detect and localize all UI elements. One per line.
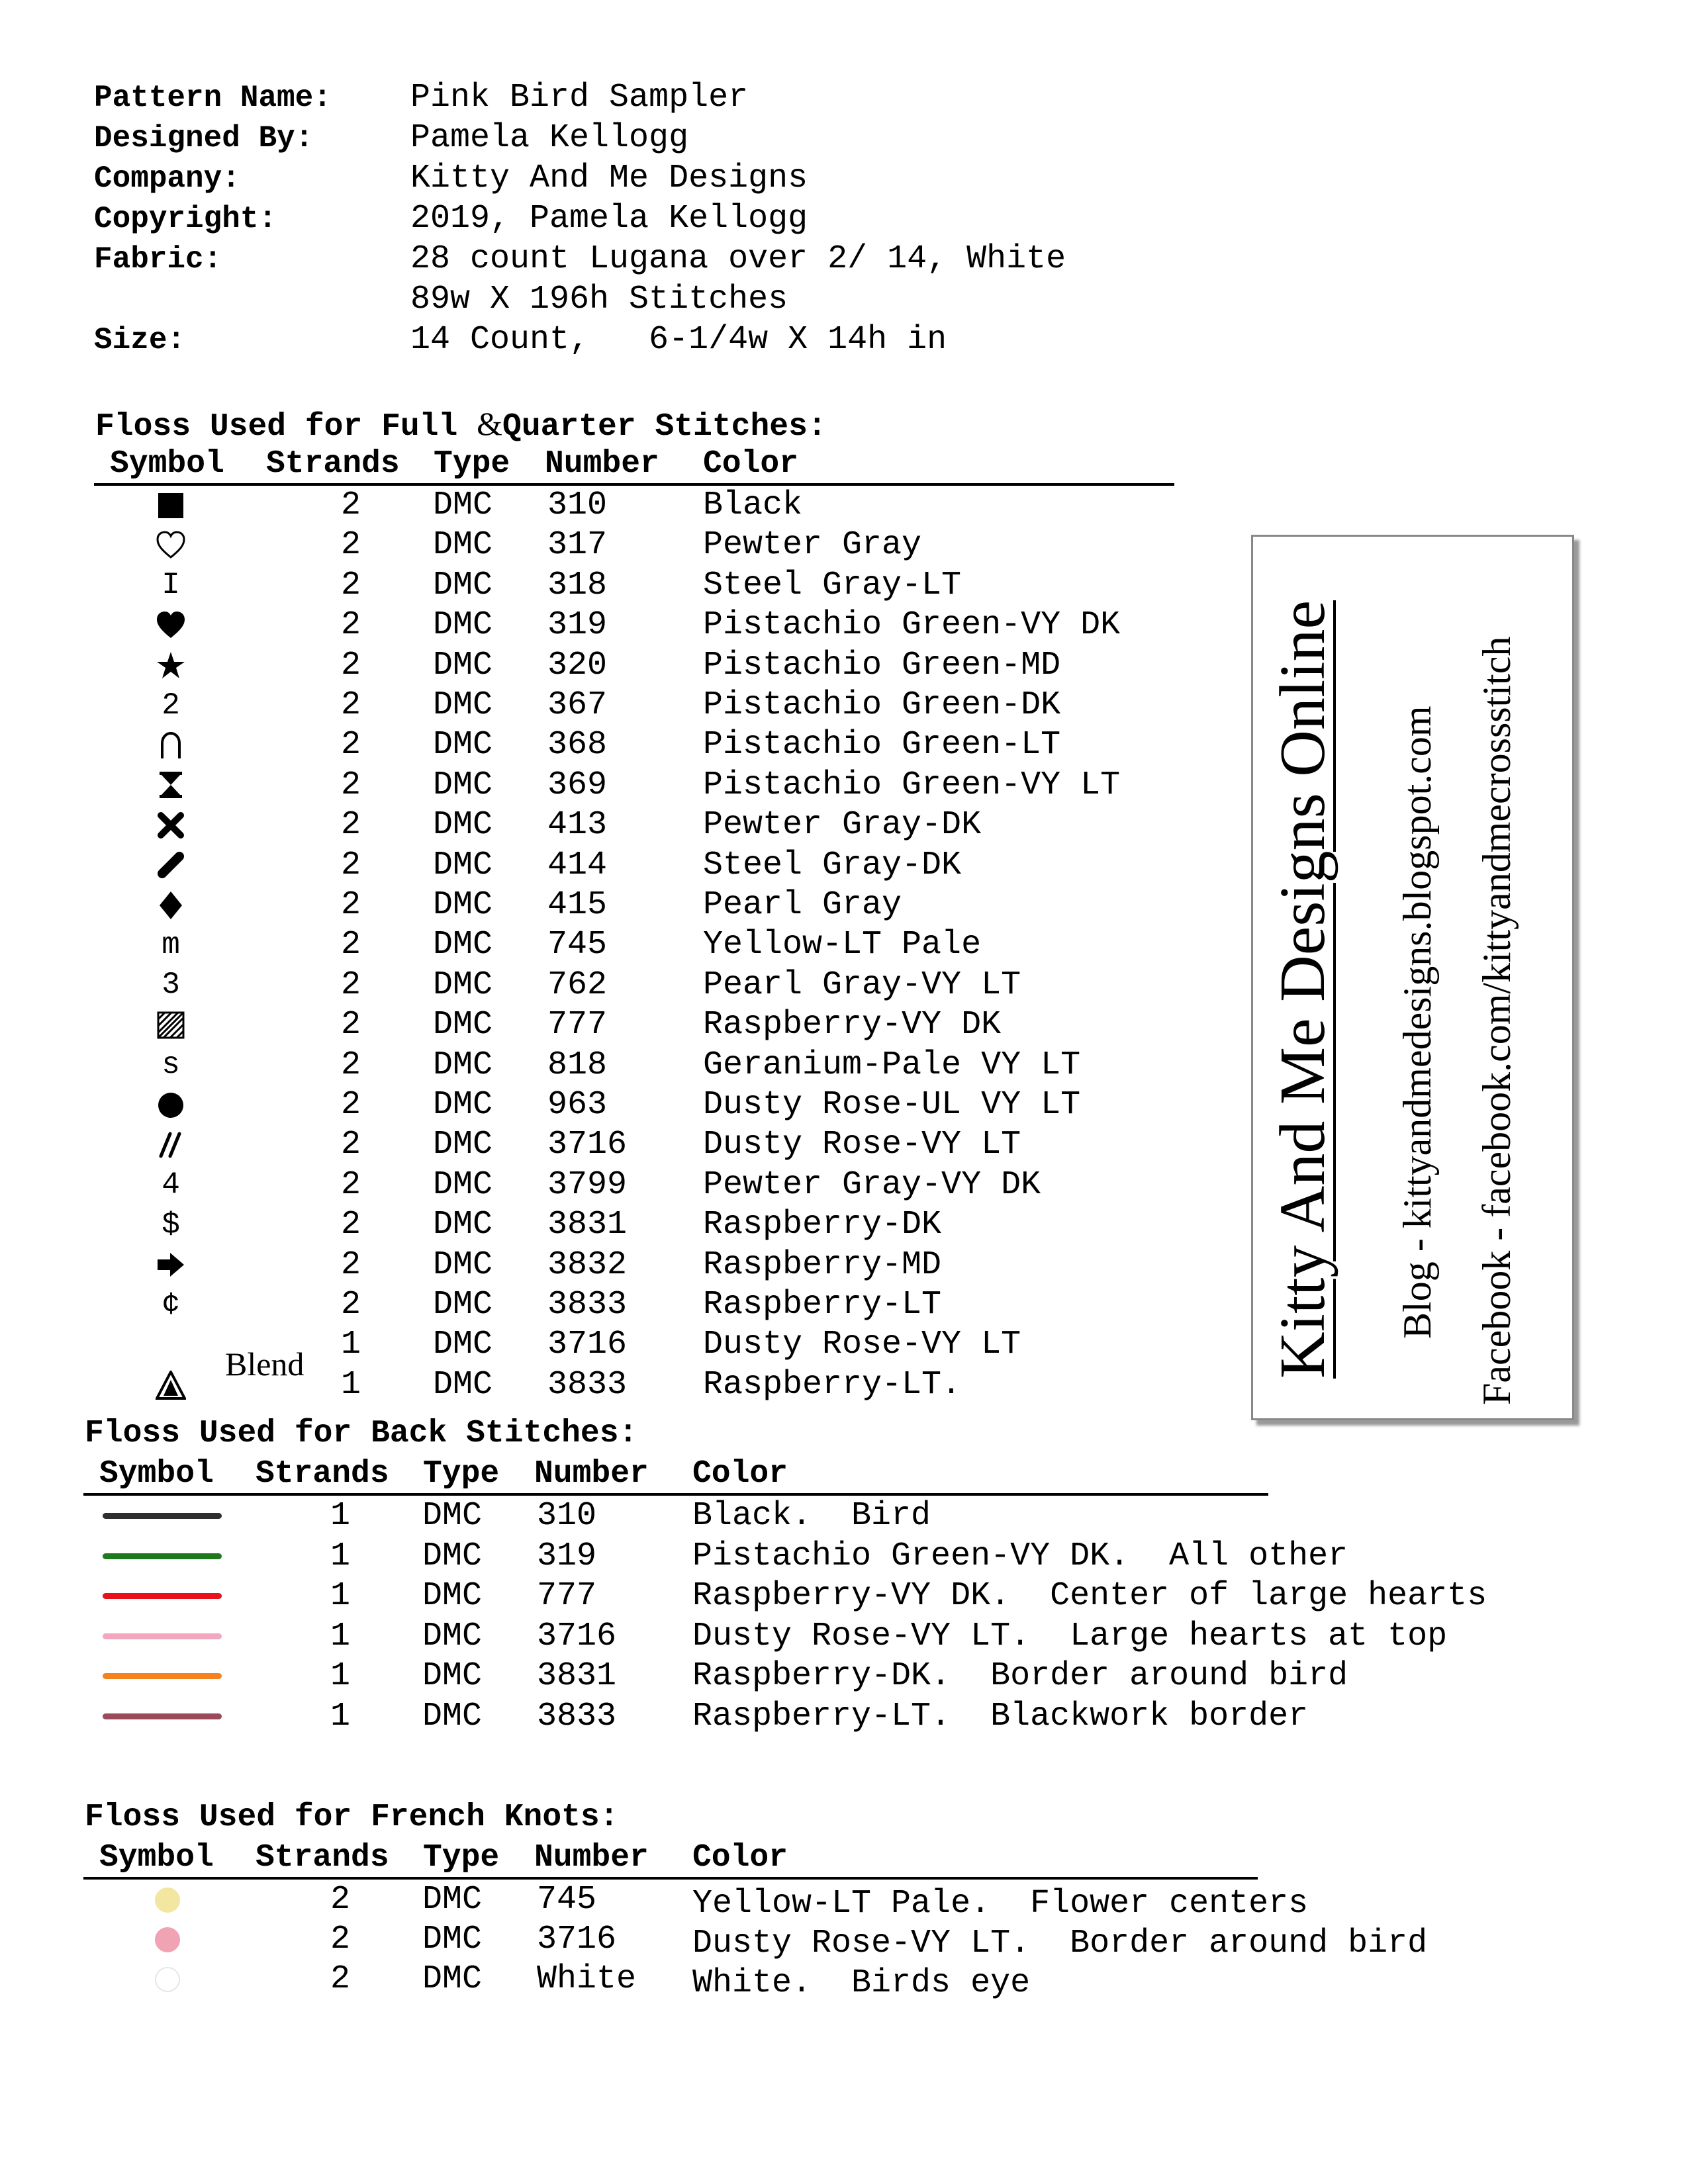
full-row-color: Dusty Rose-UL VY LT <box>703 1086 1081 1124</box>
star-icon <box>144 645 197 686</box>
info-value-company: Kitty And Me Designs <box>410 159 808 197</box>
back-row-type: DMC <box>422 1657 483 1695</box>
full-row-strands: 2 <box>341 1206 361 1244</box>
full-row-strands: 2 <box>341 686 361 724</box>
french-knot-title: Floss Used for French Knots: <box>85 1799 619 1835</box>
full-row-color: Pewter Gray-VY DK <box>703 1165 1041 1204</box>
full-row-color: Raspberry-DK <box>703 1206 942 1244</box>
full-row-color: Pearl Gray <box>703 886 902 924</box>
blend-row-color: Raspberry-LT. <box>703 1366 962 1404</box>
double-slash-icon <box>144 1124 197 1165</box>
knot-row-type: DMC <box>422 1921 483 1958</box>
full-row-number: 318 <box>547 566 608 604</box>
full-row-number: 963 <box>547 1086 608 1124</box>
cent-icon: ¢ <box>162 1287 180 1322</box>
col-head-color: Color <box>692 1456 788 1492</box>
full-row-type: DMC <box>433 1246 493 1284</box>
bold-x-icon <box>144 805 197 845</box>
back-row-color: Pistachio Green-VY DK. All other <box>692 1537 1348 1575</box>
full-row-type: DMC <box>433 1006 493 1044</box>
full-row-strands: 2 <box>341 486 361 524</box>
full-row-strands: 2 <box>341 526 361 565</box>
filled-circle-icon <box>144 1085 197 1125</box>
back-row-number: 3831 <box>537 1657 617 1695</box>
backstitch-line-swatch <box>103 1553 222 1559</box>
blend-row-number: 3716 <box>547 1326 628 1363</box>
info-label-pattern-name: Pattern Name: <box>94 81 332 115</box>
full-row-color: Raspberry-MD <box>703 1246 942 1284</box>
full-row-type: DMC <box>433 926 493 964</box>
back-row-strands: 1 <box>330 1497 351 1535</box>
french-knot-row <box>0 1880 1688 1923</box>
full-row-number: 319 <box>547 606 608 645</box>
full-row-number: 762 <box>547 966 608 1004</box>
full-row-type: DMC <box>433 766 493 804</box>
full-row-color: Black <box>703 486 803 524</box>
knot-row-number: White <box>537 1960 637 1998</box>
knot-row-type: DMC <box>422 1881 483 1919</box>
col-head-strands: Strands <box>256 1456 389 1492</box>
designer-links-box <box>1251 535 1574 1420</box>
back-stitch-row <box>0 1536 1688 1576</box>
full-row-number: 369 <box>547 766 608 804</box>
slash-pill-icon <box>144 845 197 886</box>
info-label-company: Company: <box>94 161 240 196</box>
full-row-color: Yellow-LT Pale <box>703 926 982 964</box>
full-row-color: Pearl Gray-VY LT <box>703 966 1021 1004</box>
back-row-number: 777 <box>537 1577 597 1615</box>
col-head-symbol: Symbol <box>99 1456 214 1492</box>
col-head-strands: Strands <box>266 446 400 482</box>
back-row-number: 310 <box>537 1497 597 1535</box>
full-row-color: Dusty Rose-VY LT <box>703 1126 1021 1164</box>
back-row-color: Dusty Rose-VY LT. Large hearts at top <box>692 1617 1448 1655</box>
info-label-size: Size: <box>94 323 186 357</box>
full-row-type: DMC <box>433 526 493 565</box>
full-row-strands: 2 <box>341 926 361 964</box>
blend-row-type: DMC <box>433 1366 493 1404</box>
col-head-symbol: Symbol <box>99 1840 214 1876</box>
full-row-strands: 2 <box>341 606 361 645</box>
col-head-color: Color <box>703 446 799 482</box>
back-row-color: Raspberry-DK. Border around bird <box>692 1657 1348 1695</box>
full-row-strands: 2 <box>341 966 361 1004</box>
full-row-strands: 2 <box>341 1126 361 1164</box>
back-stitch-row <box>0 1496 1688 1536</box>
info-value-size: 14 Count, 6-1/4w X 14h in <box>410 321 947 359</box>
full-stitch-title-part2: Quarter Stitches: <box>502 409 827 445</box>
back-row-strands: 1 <box>330 1577 351 1615</box>
full-row-color: Steel Gray-DK <box>703 846 962 884</box>
filled-heart-icon <box>144 605 197 645</box>
back-row-strands: 1 <box>330 1537 351 1575</box>
full-stitch-title <box>95 404 827 447</box>
full-row-strands: 2 <box>341 1046 361 1084</box>
full-row-number: 3832 <box>547 1246 628 1284</box>
back-row-type: DMC <box>422 1577 483 1615</box>
back-row-strands: 1 <box>330 1697 351 1735</box>
full-row-strands: 2 <box>341 726 361 764</box>
full-row-type: DMC <box>433 1165 493 1204</box>
I-beam-icon: I <box>162 568 180 603</box>
digit-4-icon: 4 <box>162 1167 180 1203</box>
backstitch-line-swatch <box>103 1713 222 1719</box>
full-row-color: Raspberry-LT <box>703 1286 942 1324</box>
full-row-type: DMC <box>433 846 493 884</box>
full-row-number: 317 <box>547 526 608 565</box>
knot-row-number: 3716 <box>537 1921 617 1958</box>
full-row-type: DMC <box>433 1206 493 1244</box>
full-row-color: Pewter Gray <box>703 526 922 565</box>
info-label-fabric: Fabric: <box>94 242 222 277</box>
blend-label: Blend <box>225 1345 305 1383</box>
full-row-number: 818 <box>547 1046 608 1084</box>
blend-row-strands: 1 <box>341 1326 361 1363</box>
back-row-type: DMC <box>422 1497 483 1535</box>
full-row-color: Pistachio Green-MD <box>703 646 1061 684</box>
col-head-color: Color <box>692 1840 788 1876</box>
back-row-type: DMC <box>422 1617 483 1655</box>
full-stitch-title-amp: & <box>477 405 503 442</box>
right-arrow-icon <box>144 1245 197 1285</box>
back-row-strands: 1 <box>330 1657 351 1695</box>
col-head-type: Type <box>423 1840 500 1876</box>
back-stitch-row <box>0 1576 1688 1616</box>
full-row-number: 320 <box>547 646 608 684</box>
col-head-strands: Strands <box>256 1840 389 1876</box>
back-stitch-title: Floss Used for Back Stitches: <box>85 1416 638 1451</box>
full-row-number: 3716 <box>547 1126 628 1164</box>
digit-3-icon: 3 <box>162 968 180 1003</box>
arch-icon <box>144 725 197 765</box>
blend-row-type: DMC <box>433 1326 493 1363</box>
knot-row-strands: 2 <box>330 1921 351 1958</box>
full-row-number: 367 <box>547 686 608 724</box>
back-row-color: Raspberry-VY DK. Center of large hearts <box>692 1577 1487 1615</box>
full-row-number: 777 <box>547 1006 608 1044</box>
knot-row-strands: 2 <box>330 1960 351 1998</box>
info-value-copyright: 2019, Pamela Kellogg <box>410 200 808 238</box>
info-value-designed-by: Pamela Kellogg <box>410 119 689 157</box>
back-row-number: 3833 <box>537 1697 617 1735</box>
info-label-designed-by: Designed By: <box>94 121 314 156</box>
back-row-number: 319 <box>537 1537 597 1575</box>
facebook-link[interactable]: Facebook - facebook.com/kittyandmecrossstitch <box>1475 636 1519 1405</box>
full-row-number: 3799 <box>547 1165 628 1204</box>
full-row-number: 413 <box>547 806 608 844</box>
full-stitch-row <box>0 485 1688 525</box>
backstitch-line-swatch <box>103 1633 222 1639</box>
back-row-strands: 1 <box>330 1617 351 1655</box>
full-row-strands: 2 <box>341 846 361 884</box>
full-row-strands: 2 <box>341 1165 361 1204</box>
full-stitch-title-part1: Floss Used for Full <box>95 409 458 445</box>
full-row-strands: 2 <box>341 646 361 684</box>
full-row-color: Pistachio Green-DK <box>703 686 1061 724</box>
col-head-number: Number <box>534 1456 649 1492</box>
back-row-color: Raspberry-LT. Blackwork border <box>692 1697 1309 1735</box>
full-row-strands: 2 <box>341 1246 361 1284</box>
blend-row-color: Dusty Rose-VY LT <box>703 1326 1021 1363</box>
knot-row-color: Yellow-LT Pale. Flower centers <box>692 1885 1309 1923</box>
full-row-type: DMC <box>433 1046 493 1084</box>
french-knot-row <box>0 1959 1688 2002</box>
full-row-strands: 2 <box>341 1286 361 1324</box>
blend-row-number: 3833 <box>547 1366 628 1404</box>
full-row-number: 368 <box>547 726 608 764</box>
french-knot-swatch <box>155 1967 180 1992</box>
full-row-color: Raspberry-VY DK <box>703 1006 1002 1044</box>
back-row-number: 3716 <box>537 1617 617 1655</box>
backstitch-line-swatch <box>103 1593 222 1599</box>
outline-heart-icon <box>144 525 197 565</box>
back-row-type: DMC <box>422 1537 483 1575</box>
full-row-type: DMC <box>433 726 493 764</box>
full-row-type: DMC <box>433 1126 493 1164</box>
full-row-type: DMC <box>433 1086 493 1124</box>
full-row-type: DMC <box>433 566 493 604</box>
full-row-strands: 2 <box>341 1006 361 1044</box>
french-knot-swatch <box>155 1888 180 1913</box>
back-stitch-row <box>0 1696 1688 1737</box>
back-stitch-row <box>0 1616 1688 1657</box>
filled-square-icon <box>144 485 197 525</box>
full-row-color: Geranium-Pale VY LT <box>703 1046 1081 1084</box>
full-row-strands: 2 <box>341 1086 361 1124</box>
hatched-square-icon <box>144 1005 197 1045</box>
full-row-type: DMC <box>433 806 493 844</box>
info-value-stitch-count: 89w X 196h Stitches <box>410 281 788 318</box>
info-value-fabric: 28 count Lugana over 2/ 14, White <box>410 240 1066 278</box>
full-row-color: Steel Gray-LT <box>703 566 962 604</box>
full-row-type: DMC <box>433 606 493 645</box>
full-row-number: 745 <box>547 926 608 964</box>
full-row-color: Pistachio Green-VY LT <box>703 766 1121 804</box>
knot-row-number: 745 <box>537 1881 597 1919</box>
full-row-color: Pistachio Green-LT <box>703 726 1061 764</box>
col-head-symbol: Symbol <box>110 446 224 482</box>
full-row-type: DMC <box>433 486 493 524</box>
full-row-number: 3833 <box>547 1286 628 1324</box>
full-row-number: 415 <box>547 886 608 924</box>
knot-row-type: DMC <box>422 1960 483 1998</box>
back-row-type: DMC <box>422 1697 483 1735</box>
col-head-number: Number <box>545 446 659 482</box>
knot-row-color: Dusty Rose-VY LT. Border around bird <box>692 1925 1428 1962</box>
full-row-color: Pewter Gray-DK <box>703 806 982 844</box>
full-row-strands: 2 <box>341 886 361 924</box>
full-row-type: DMC <box>433 686 493 724</box>
full-row-type: DMC <box>433 646 493 684</box>
digit-2-icon: 2 <box>162 688 180 723</box>
full-row-type: DMC <box>433 886 493 924</box>
full-row-number: 3831 <box>547 1206 628 1244</box>
col-head-number: Number <box>534 1840 649 1876</box>
full-row-type: DMC <box>433 966 493 1004</box>
info-value-pattern-name: Pink Bird Sampler <box>410 79 749 116</box>
full-row-strands: 2 <box>341 766 361 804</box>
full-row-color: Pistachio Green-VY DK <box>703 606 1121 645</box>
diamond-icon <box>144 885 197 925</box>
knot-row-strands: 2 <box>330 1881 351 1919</box>
col-head-type: Type <box>434 446 510 482</box>
back-row-color: Black. Bird <box>692 1497 931 1535</box>
letter-s-icon: s <box>162 1048 180 1083</box>
full-row-type: DMC <box>433 1286 493 1324</box>
blend-row-strands: 1 <box>341 1366 361 1404</box>
full-row-number: 310 <box>547 486 608 524</box>
knot-row-color: White. Birds eye <box>692 1964 1031 2002</box>
col-head-type: Type <box>423 1456 500 1492</box>
blog-link[interactable]: Blog - kittyandmedesigns.blogspot.com <box>1395 705 1439 1339</box>
side-box-title: Kitty And Me Designs Online <box>1267 600 1338 1379</box>
info-label-copyright: Copyright: <box>94 202 277 236</box>
dollar-icon: $ <box>162 1207 180 1242</box>
french-knot-row <box>0 1919 1688 1960</box>
full-row-strands: 2 <box>341 806 361 844</box>
french-knot-swatch <box>155 1927 180 1952</box>
full-row-number: 414 <box>547 846 608 884</box>
back-stitch-row <box>0 1656 1688 1696</box>
hourglass-icon <box>144 765 197 805</box>
full-row-strands: 2 <box>341 566 361 604</box>
backstitch-line-swatch <box>103 1513 222 1519</box>
letter-m-icon: m <box>162 927 180 962</box>
backstitch-line-swatch <box>103 1673 222 1679</box>
